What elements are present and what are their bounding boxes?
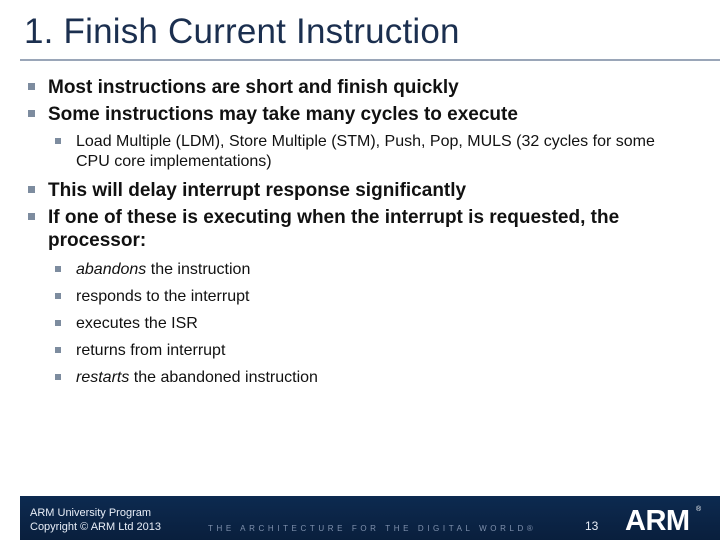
sub-bullet-marker [55, 293, 61, 299]
step-4-text: returns from interrupt [76, 342, 226, 359]
step-3-text: executes the ISR [76, 315, 198, 332]
bullet-4-text: If one of these is executing when the interrupt is requested, the processor: [48, 207, 620, 251]
bullet-2-sub [28, 132, 688, 172]
step-5-text: the abandoned instruction [129, 369, 318, 386]
sub-bullet-marker [55, 266, 61, 272]
step-3 [28, 314, 698, 334]
step-1 [28, 260, 698, 280]
step-5 [28, 368, 698, 388]
bullet-4 [28, 206, 668, 252]
sub-bullet-marker [55, 374, 61, 380]
footer-program: ARM University Program [30, 507, 152, 519]
step-2 [28, 287, 698, 307]
footer-tagline: THE ARCHITECTURE FOR THE DIGITAL WORLD® [208, 524, 537, 533]
title-divider [20, 59, 720, 61]
bullet-marker [28, 110, 35, 117]
sub-bullet-marker [55, 347, 61, 353]
step-4 [28, 341, 698, 361]
slide-body [28, 76, 698, 395]
sub-bullet-marker [55, 320, 61, 326]
step-1-emphasis: abandons [76, 261, 147, 278]
footer-copyright: Copyright © ARM Ltd 2013 [30, 521, 162, 533]
bullet-3 [28, 179, 698, 202]
bullet-1 [28, 76, 698, 99]
bullet-2 [28, 103, 698, 126]
footer-bar [20, 496, 720, 540]
bullet-marker [28, 83, 35, 90]
step-5-emphasis: restarts [76, 369, 130, 386]
step-2-text: responds to the interrupt [76, 288, 250, 305]
bullet-marker [28, 213, 35, 220]
slide-title: 1. Finish Current Instruction [24, 12, 460, 51]
step-1-text: the instruction [146, 261, 251, 278]
bullet-2-sub-text: Load Multiple (LDM), Store Multiple (STM), Push, Pop, MULS (32 cycles for some CPU core implementations) [76, 133, 655, 170]
page-number: 13 [585, 519, 599, 533]
bullet-2-text: Some instructions may take many cycles to execute [48, 104, 518, 125]
sub-bullet-marker [55, 138, 61, 144]
bullet-marker [28, 186, 35, 193]
bullet-1-text: Most instructions are short and finish quickly [48, 77, 459, 98]
arm-logo: ARM [625, 505, 690, 537]
registered-mark: ® [696, 506, 702, 513]
bullet-3-text: This will delay interrupt response significantly [48, 180, 467, 201]
